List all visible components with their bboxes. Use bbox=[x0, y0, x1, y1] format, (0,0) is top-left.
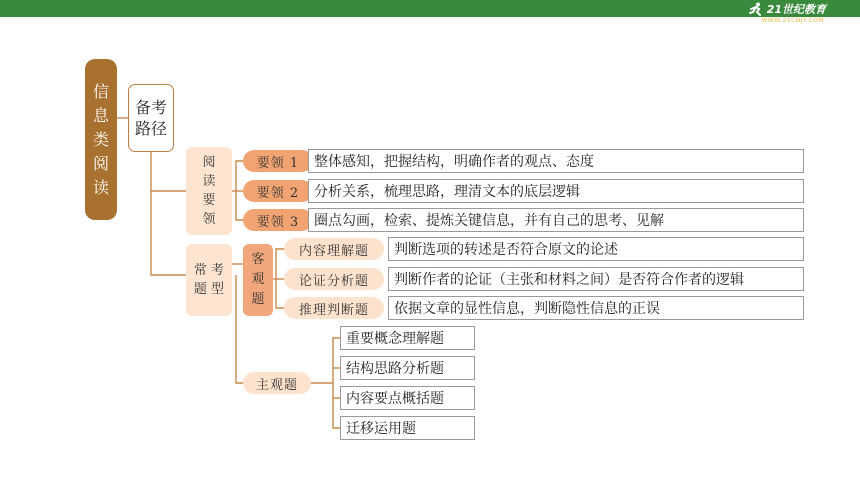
prep-path-line: 备考 bbox=[134, 98, 167, 117]
label-char: 客 bbox=[251, 252, 265, 267]
subjective-item-2: 结构思路分析题 bbox=[340, 356, 475, 380]
objective-key-3: 推理判断题 bbox=[284, 297, 384, 319]
logo-subtext: WWW.21CNJY.COM bbox=[761, 17, 824, 24]
question-types-node bbox=[186, 244, 232, 316]
root-char: 阅 bbox=[92, 153, 109, 173]
objective-key-1: 内容理解题 bbox=[284, 238, 384, 260]
label-char: 读 bbox=[202, 174, 216, 189]
label-line: 常 考 bbox=[193, 263, 225, 278]
objective-text-2: 判断作者的论证（主张和材料之间）是否符合作者的逻辑 bbox=[388, 267, 804, 291]
root-char: 类 bbox=[92, 129, 109, 149]
root-char: 读 bbox=[92, 177, 109, 197]
label-char: 领 bbox=[202, 212, 216, 227]
label-char: 阅 bbox=[202, 155, 216, 170]
subjective-item-4: 迁移运用题 bbox=[340, 416, 475, 440]
label-char: 要 bbox=[202, 193, 216, 208]
root-char: 息 bbox=[92, 105, 109, 125]
objective-node bbox=[243, 244, 273, 316]
logo-text: 21世纪教育 bbox=[766, 3, 826, 16]
objective-text-1: 判断选项的转述是否符合原文的论述 bbox=[388, 237, 804, 261]
reading-essentials-node bbox=[186, 147, 232, 235]
essential-key-2: 要领 2 bbox=[243, 180, 313, 202]
essential-text-1: 整体感知，把握结构，明确作者的观点、态度 bbox=[308, 149, 804, 173]
subjective-node: 主观题 bbox=[243, 372, 311, 394]
prep-path-line: 路径 bbox=[134, 119, 167, 138]
subjective-item-3: 内容要点概括题 bbox=[340, 386, 475, 410]
objective-key-2: 论证分析题 bbox=[284, 268, 384, 290]
label-char: 观 bbox=[251, 272, 265, 287]
label-line: 题 型 bbox=[193, 282, 225, 297]
prep-path-node bbox=[128, 84, 174, 152]
subjective-item-1: 重要概念理解题 bbox=[340, 326, 475, 350]
essential-text-3: 圈点勾画，检索、提炼关键信息，并有自己的思考、见解 bbox=[308, 208, 804, 232]
essential-key-3: 要领 3 bbox=[243, 209, 313, 231]
objective-text-3: 依据文章的显性信息，判断隐性信息的正误 bbox=[388, 296, 804, 320]
essential-text-2: 分析关系，梳理思路，理清文本的底层逻辑 bbox=[308, 179, 804, 203]
label-char: 题 bbox=[251, 292, 265, 307]
essential-key-1: 要领 1 bbox=[243, 150, 313, 172]
root-char: 信 bbox=[92, 81, 109, 101]
root-node-info-reading bbox=[85, 59, 117, 220]
